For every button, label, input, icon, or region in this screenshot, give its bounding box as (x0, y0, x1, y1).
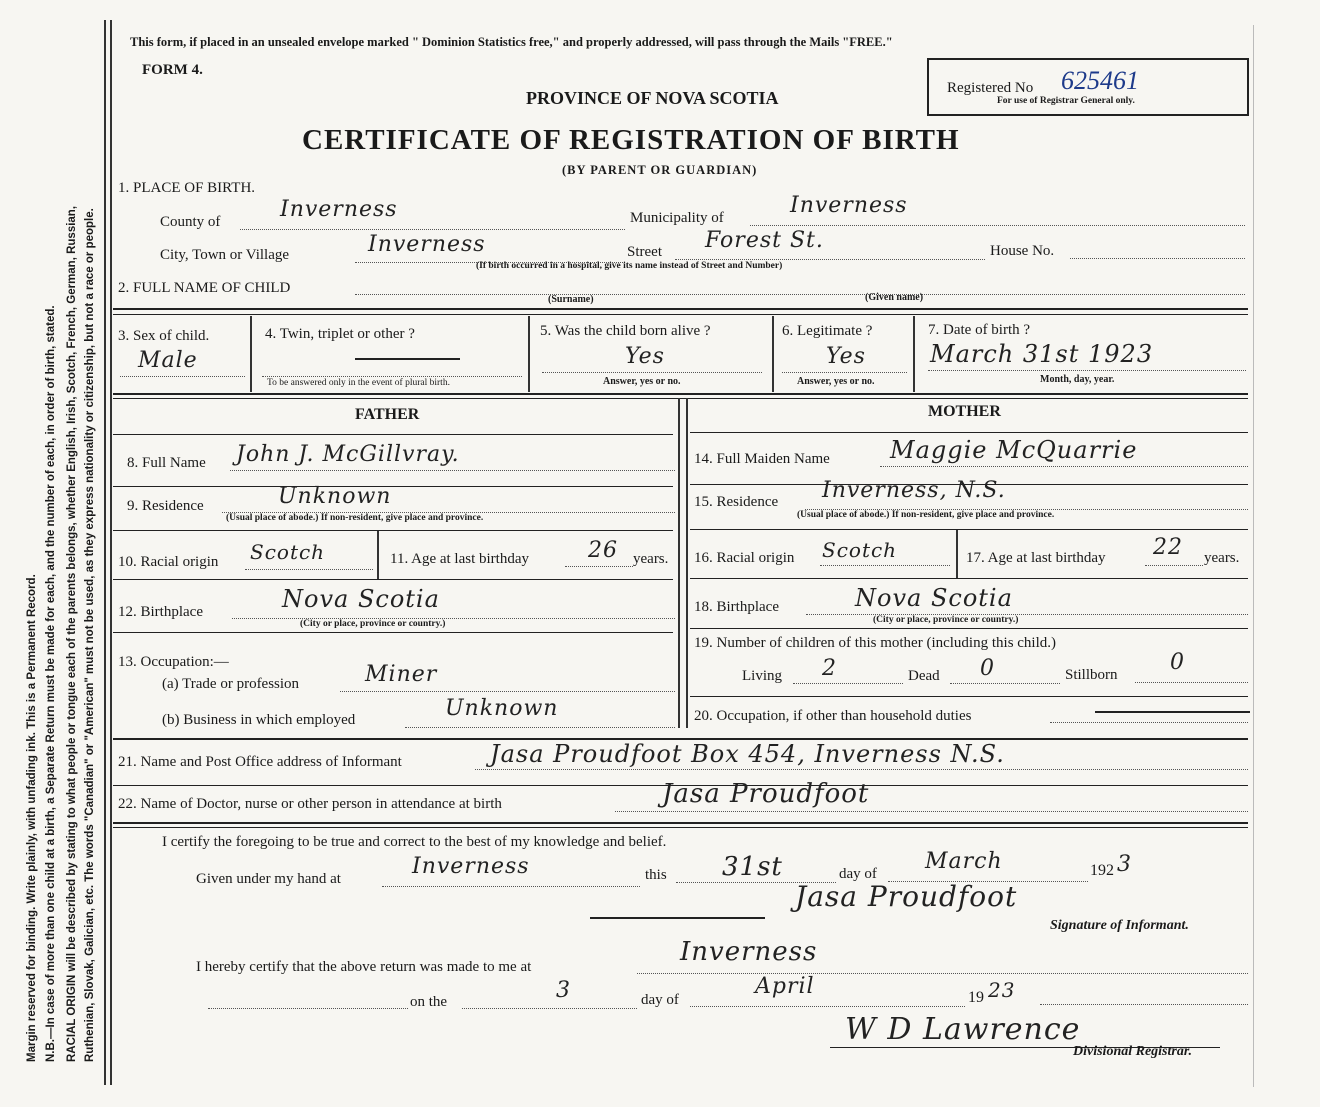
registered-number: 625461 (1061, 66, 1139, 95)
surname-note: (Surname) (548, 294, 594, 305)
informant-value: Jasa Proudfoot Box 454, Inverness N.S. (490, 740, 1005, 768)
margin-note-1: Margin reserved for binding. Write plainly, with unfading ink. This is a Permanent Record. (26, 574, 38, 1062)
municipality-value: Inverness (790, 193, 908, 218)
county-value: Inverness (280, 197, 398, 222)
registration-box (927, 58, 1249, 116)
legitimate-note: Answer, yes or no. (797, 376, 875, 387)
father-name-label: 8. Full Name (127, 455, 206, 471)
registrar-place-value: Inverness (680, 937, 818, 967)
house-number-label: House No. (990, 243, 1055, 259)
mother-birthplace-note: (City or place, province or country.) (873, 615, 1019, 625)
mother-residence-note: (Usual place of abode.) If non-resident, give place and province. (797, 510, 1055, 520)
father-name-value: John J. McGillvray. (236, 442, 460, 467)
document-title: CERTIFICATE OF REGISTRATION OF BIRTH (302, 124, 960, 156)
father-racial-value: Scotch (250, 540, 326, 564)
legitimate-value: Yes (826, 344, 866, 369)
father-racial-label: 10. Racial origin (118, 554, 219, 570)
father-birthplace-note: (City or place, province or country.) (300, 619, 446, 629)
father-years: years. (633, 551, 669, 567)
on-the-label: on the (410, 994, 448, 1010)
mother-living-label: Living (742, 668, 782, 684)
twin-label: 4. Twin, triplet or other ? (265, 326, 415, 342)
certify-month-value: March (925, 849, 1003, 874)
informant-label: 21. Name and Post Office address of Informant (118, 754, 402, 770)
mother-name-value: Maggie McQuarrie (890, 436, 1138, 464)
doctor-value: Jasa Proudfoot (662, 779, 870, 809)
binding-line-2 (110, 20, 112, 1085)
registrar-month-value: April (755, 974, 815, 999)
mother-age-value: 22 (1153, 535, 1183, 560)
mother-stillborn-label: Stillborn (1065, 667, 1118, 683)
form-number: FORM 4. (142, 62, 203, 78)
this-label: this (645, 867, 667, 883)
street-label: Street (627, 244, 662, 260)
born-alive-note: Answer, yes or no. (603, 376, 681, 387)
father-trade-label: (a) Trade or profession (162, 676, 300, 692)
dob-note: Month, day, year. (1040, 374, 1115, 385)
father-residence-label: 9. Residence (127, 498, 204, 514)
mother-residence-value: Inverness, N.S. (822, 478, 1006, 503)
father-business-label: (b) Business in which employed (162, 712, 356, 728)
mother-living-value: 2 (822, 656, 837, 681)
born-alive-value: Yes (625, 344, 665, 369)
certify-year-suffix: 3 (1117, 852, 1132, 877)
province-title: PROVINCE OF NOVA SCOTIA (526, 88, 779, 108)
certify-day-value: 31st (722, 852, 783, 882)
registrar-signature: W D Lawrence (845, 1012, 1081, 1047)
doctor-label: 22. Name of Doctor, nurse or other person in attendance at birth (118, 796, 502, 812)
dob-label: 7. Date of birth ? (928, 322, 1031, 338)
father-birthplace-label: 12. Birthplace (118, 604, 203, 620)
certify-year-prefix: 192 (1090, 862, 1114, 879)
informant-signature-label: Signature of Informant. (1050, 918, 1189, 933)
father-residence-note: (Usual place of abode.) If non-resident, give place and province. (226, 513, 484, 523)
dob-value: March 31st 1923 (930, 340, 1154, 368)
registrar-year-suffix: 23 (988, 978, 1016, 1002)
given-name-note: (Given name) (865, 292, 924, 303)
registrar-year-prefix: 19 (968, 989, 984, 1006)
mother-dead-label: Dead (908, 668, 940, 684)
mother-heading: MOTHER (928, 403, 1001, 420)
mother-birthplace-label: 18. Birthplace (694, 599, 779, 615)
mother-years: years. (1204, 550, 1240, 566)
mother-children-label: 19. Number of children of this mother (including this child.) (694, 635, 1057, 651)
margin-note-2: N.B.—In case of more than one child at a birth, a Separate Return must be made for each, and the number of each, in order of birth, stated. (45, 305, 57, 1062)
twin-note: To be answered only in the event of plural birth. (267, 378, 450, 388)
mother-age-label: 17. Age at last birthday (966, 550, 1106, 566)
registrar-certify-text: I hereby certify that the above return was made to me at (196, 959, 532, 975)
mother-name-label: 14. Full Maiden Name (694, 451, 830, 467)
informant-signature: Jasa Proudfoot (795, 880, 1018, 913)
mother-birthplace-value: Nova Scotia (855, 584, 1013, 612)
mother-racial-value: Scotch (822, 538, 898, 562)
street-value: Forest St. (705, 228, 824, 253)
sex-label: 3. Sex of child. (118, 328, 210, 344)
sex-value: Male (138, 348, 198, 373)
municipality-label: Municipality of (630, 210, 724, 226)
registrar-signature-label: Divisional Registrar. (1073, 1044, 1193, 1059)
document-subtitle: (BY PARENT OR GUARDIAN) (562, 163, 758, 177)
city-value: Inverness (368, 232, 486, 257)
father-age-label: 11. Age at last birthday (390, 551, 529, 567)
legitimate-label: 6. Legitimate ? (782, 323, 873, 339)
father-trade-value: Miner (365, 662, 438, 687)
certify-text: I certify the foregoing to be true and correct to the best of my knowledge and belief. (162, 834, 667, 850)
margin-note-4: Ruthenian, Slovak, Galician, etc. The words "Canadian" or "American" must not be used, as they express nationality or citizenship, but not a race or people. (84, 208, 96, 1062)
father-age-value: 26 (588, 538, 618, 563)
born-alive-label: 5. Was the child born alive ? (540, 323, 711, 339)
twin-dash (355, 358, 460, 360)
county-label: County of (160, 214, 221, 230)
registrar-note: For use of Registrar General only. (997, 96, 1135, 106)
registrar-day-of-label: day of (641, 992, 679, 1008)
mother-occupation-dash (1095, 711, 1250, 713)
father-business-value: Unknown (445, 696, 559, 721)
margin-note-3: RACIAL ORIGIN will be described by stating to what people or tongue each of the parents belongs, whether English, Irish, Scotch, French, German, Russian, (66, 205, 78, 1062)
father-occupation-label: 13. Occupation:— (118, 654, 229, 670)
given-place-value: Inverness (412, 854, 530, 879)
place-of-birth-heading: 1. PLACE OF BIRTH. (118, 180, 256, 196)
city-label: City, Town or Village (160, 247, 290, 263)
day-of-label: day of (839, 866, 877, 882)
child-name-label: 2. FULL NAME OF CHILD (118, 280, 291, 296)
mother-residence-label: 15. Residence (694, 494, 779, 510)
registrar-day-value: 3 (556, 978, 571, 1003)
mother-occupation-label: 20. Occupation, if other than household duties (694, 708, 972, 724)
father-heading: FATHER (355, 406, 420, 423)
registered-label: Registered No (947, 80, 1034, 96)
given-under-label: Given under my hand at (196, 871, 341, 887)
hospital-note: (If birth occurred in a hospital, give its name instead of Street and Number) (476, 261, 783, 271)
mother-dead-value: 0 (980, 656, 995, 681)
father-birthplace-value: Nova Scotia (282, 585, 440, 613)
free-notice: This form, if placed in an unsealed envelope marked " Dominion Statistics free," and properly addressed, will pass through the Mails "FREE." (130, 35, 893, 49)
mother-racial-label: 16. Racial origin (694, 550, 795, 566)
father-residence-value: Unknown (278, 484, 392, 509)
mother-stillborn-value: 0 (1170, 650, 1185, 675)
binding-line (104, 20, 106, 1085)
